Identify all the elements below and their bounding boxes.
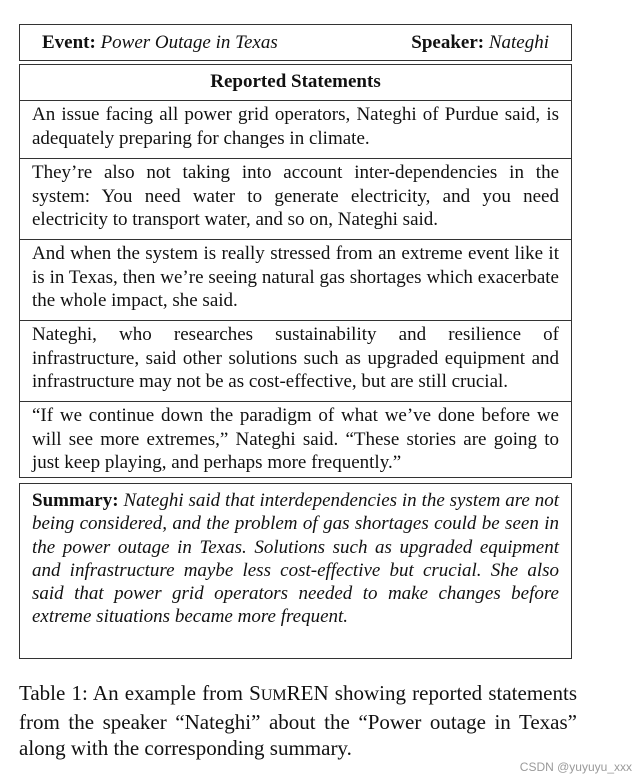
event-header <box>19 24 572 61</box>
event-field <box>42 32 278 54</box>
caption-prefix: Table 1: An example from <box>19 681 250 705</box>
watermark: CSDN @yuyuyu_xxx <box>519 760 632 774</box>
dataset-initial: S <box>249 681 261 705</box>
speaker-field <box>411 32 549 54</box>
statement-row: An issue facing all power grid operators, Nateghi of Purdue said, is adequately preparing for changes in climate. <box>20 101 571 159</box>
table-header: Reported Statements <box>20 65 571 101</box>
dataset-name <box>249 681 328 705</box>
statement-row: They’re also not taking into account inter-dependencies in the system: You need water to generate electricity, and you need electricity to transport water, and so on, Nateghi said. <box>20 159 571 240</box>
summary-label: Summary: <box>32 490 119 511</box>
table-caption <box>19 680 577 761</box>
event-label: Event: <box>42 31 96 53</box>
statement-row: Nateghi, who researches sustainability and resilience of infrastructure, said other solutions such as upgraded equipment and infrastructure may not be as cost-effective, but are still crucial. <box>20 321 571 402</box>
statement-row: “If we continue down the paradigm of what we’ve done before we will see more extremes,” Nateghi said. “These stories are going to just keep playing, and perhaps more frequently.” <box>32 405 559 473</box>
dataset-smallcaps: UM <box>260 687 287 704</box>
summary-text: Nateghi said that interdependencies in the system are not being considered, and the problem of gas shortages could be seen in the power outage in Texas. Solutions such as upgraded equipment and infrastructure maybe less cost-effective but crucial. She also said that power grid operators needed to make changes before extreme situations became more frequent. <box>32 490 559 628</box>
summary-box <box>19 483 572 659</box>
event-value: Power Outage in Texas <box>100 31 278 53</box>
statements-table <box>19 64 572 478</box>
speaker-label: Speaker: <box>411 31 485 53</box>
dataset-rest: REN <box>286 681 329 705</box>
speaker-value: Nateghi <box>488 31 549 53</box>
caption-suffix: showing reported statements from the speaker “Nateghi” about the “Power outage in Texas” along with the corresponding summary. <box>19 681 577 760</box>
statement-row: And when the system is really stressed from an extreme event like it is in Texas, then we’re seeing natural gas shortages which exacerbate the whole impact, she said. <box>20 240 571 321</box>
